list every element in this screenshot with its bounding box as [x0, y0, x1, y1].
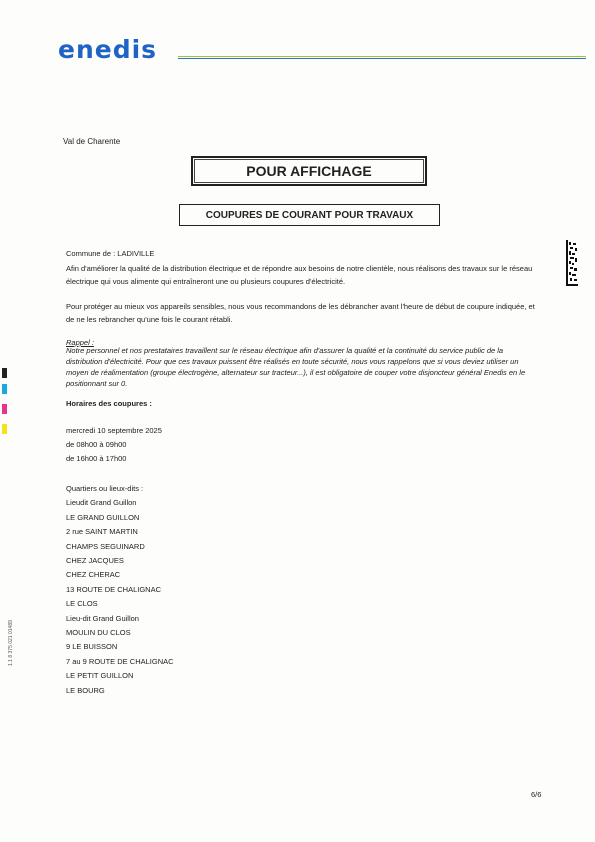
advice-paragraph: Pour protéger au mieux vos appareils sensibles, nous vous recommandons de les débrancher avant l'heure de début de coupure indiquée, et de ne les rebrancher qu'une fois le courant rétabli.	[66, 302, 535, 324]
schedule-slot-2: de 16h00 à 17h00	[66, 454, 127, 463]
list-item: CHEZ CHERAC	[66, 570, 121, 580]
list-item: LE GRAND GUILLON	[66, 512, 140, 522]
list-item: 7 au 9 ROUTE DE CHALIGNAC	[66, 656, 174, 666]
page-title: POUR AFFICHAGE	[246, 163, 372, 179]
color-swatch-black	[2, 368, 7, 378]
page-subtitle: COUPURES DE COURANT POUR TRAVAUX	[205, 209, 414, 221]
color-swatch-yellow	[2, 424, 7, 434]
datamatrix-code	[566, 240, 578, 286]
region-label: Val de Charente	[63, 137, 121, 146]
intro-paragraph: Afin d'améliorer la qualité de la distribution électrique et de répondre aux besoins de notre clientèle, nous réalisons des travaux sur le réseau électrique qui vous alimente qui entraîneront une ou plusieurs coupures d'électricité.	[66, 264, 533, 286]
schedule-slot-1: de 08h00 à 09h00	[66, 440, 127, 449]
list-item: 2 rue SAINT MARTIN	[66, 527, 138, 537]
list-item: LE BOURG	[66, 685, 105, 695]
color-swatch-magenta	[2, 404, 7, 414]
list-item: 13 ROUTE DE CHALIGNAC	[66, 584, 162, 594]
list-item: Lieudit Grand Guillon	[66, 498, 137, 508]
list-item: CHAMPS SEGUINARD	[66, 541, 145, 551]
schedule-date: mercredi 10 septembre 2025	[66, 426, 162, 435]
color-swatch-cyan	[2, 384, 7, 394]
rappel-text: Notre personnel et nos prestataires travaillent sur le réseau électrique afin d'assurer la qualité et la continuité du service public de la distribution d'électricité. Pour que ces travaux puissent être réalisés en toute sécurité, nous vous rappelons que si vous deviez utiliser un moyen de réalimentation (groupe électrogène, alternateur sur tracteur...), il est obligatoire de couper votre disjoncteur général Enedis en le positionnant sur 0.	[66, 346, 526, 388]
places-list	[66, 482, 174, 698]
list-item: 9 LE BUISSON	[66, 642, 118, 652]
list-item: LE CLOS	[66, 599, 98, 609]
subtitle-box	[179, 204, 440, 226]
header-rule-green	[178, 56, 586, 57]
page-number: 6/6	[531, 790, 542, 799]
list-item: CHEZ JACQUES	[66, 556, 124, 566]
title-box-inner-border	[194, 159, 424, 183]
schedule-heading: Horaires des coupures :	[66, 399, 152, 408]
list-item: MOULIN DU CLOS	[66, 628, 131, 638]
list-item: Lieu-dit Grand Guillon	[66, 613, 139, 623]
places-heading: Quartiers ou lieux-dits :	[66, 484, 144, 493]
list-item: LE PETIT GUILLON	[66, 671, 134, 681]
rappel-label: Rappel :	[66, 338, 94, 347]
commune-line: Commune de : LADIVILLE	[66, 249, 155, 258]
enedis-logo: enedis	[58, 35, 158, 64]
header-rule-blue	[178, 58, 586, 59]
side-print-marks: 1.1 8 375 021 01489	[8, 620, 14, 666]
